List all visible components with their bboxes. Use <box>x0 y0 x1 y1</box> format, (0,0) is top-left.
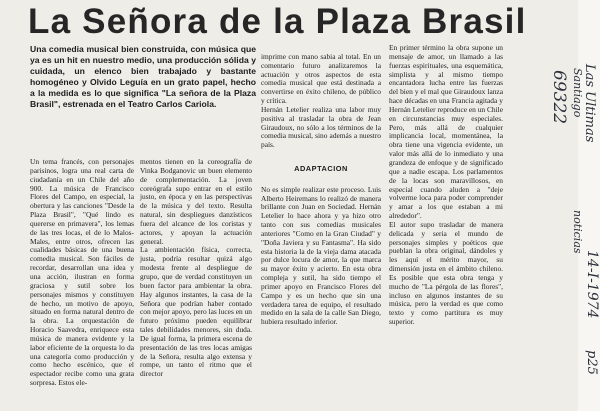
headline: La Señora de la Plaza Brasil <box>28 2 527 41</box>
handwritten-annotation <box>502 60 600 390</box>
column-3-bottom-text: No es simple realizar este proceso. Luis Alberto Heiremans lo realizó de manera brillante con Juan en Sociedad. Hernán Letelier lo hace ahora y ya hizo otro tanto con sus comedias musicales anteriores "Como en la Gran Ciudad" y "Doña Javiera y su Fantasma". Ha sido esta historia la de la vieja dama atacada por dulce locura de amor, la que marca su mayor éxito y acierto. En esta obra compleja y sutil, ha sido tiempo el primer apoyo en Francisco Flores del Campo y es un hecho que sin una verdadera tarea de equipo, el resultado medido en la sala de la calle San Diego, hubiera resultado inferior. <box>261 184 381 327</box>
section-subhead: ADAPTACION <box>294 163 348 173</box>
annotation-line-3: 69322 <box>549 70 569 125</box>
annotation-line-1: Las Ultimas <box>582 64 597 143</box>
article-column-3 <box>261 44 381 408</box>
article-column-1: Un tema francés, con personajes parisinos, logra una real carta de ciudadanía en un Chile del año 900. La música de Francisco Flores del Campo, en especial, la obertura y las canciones "Desde la Plaza Brasil", "Qué lindo es quererse en primavera", los lemas de las tres locas, el de lo Malos-Males, entre otros, ofrecen las cualidades básicas de una buena comedia musical. Son fáciles de recordar, desarrollan una idea y una acción, ilustran en forma graciosa y sutil sobre los personajes mismos y constituyen de hecho, un motivo de apoyo, situado en forma natural dentro de la obra. La orquestación de Horacio Saavedra, enriquece esta música de manera evidente y la labor eficiente de la orquesta lo da una categoría como producción y como hecho escénico, que el espectador recibe como una grata sorpresa. Estos ele- <box>30 157 134 388</box>
article-column-4: En primer término la obra supone un mensaje de amor, un llamado a las fuerzas espirituales, una esquemática, simplista y al mismo tiempo encantadora lucha entre las fuerzas del bien y el mal que Giraudoux lanza hace décadas en una Francia agitada y Hernán Letelier reproduce en un Chile en circunstancias muy especiales. Pero, más allá de cualquier implicancia local, momentánea, la obra tiene una vigencia evidente, un valor más allá de lo inmediato y una grandeza de enfoque y de significado que a nadie escapa. Los parlamentos de la locas son maravillosos, en especial cuando aluden a "deje volverme loca para poder comprender y amar a los que estaban a mi alrededor". El autor supo trasladar de manera delicada y seria el mundo de personajes simples y poéticos que pueblan la obra original, dándoles y les aquí el mérito mayor, su dimensión justa en el ámbito chileno. Es posible que esta obra tenga y mucho de "La pérgola de las flores", incluso en algunos instantes de su música, pero la verdad es que como texto y como partitura es muy superior. <box>389 43 503 327</box>
annotation-line-2: Santiago <box>571 68 584 118</box>
lede-paragraph: Una comedia musical bien construida, con música que ya es un hit en nuestro medio, una producción sólida y cuidada, un elenco bien trabajado y bastante homogéneo y Olvido Leguía en un grato papel, hecho a la medida es lo que significa "La señora de la Plaza Brasil", estrenada en el Teatro Carlos Cariola. <box>30 44 256 109</box>
column-3-top-text: imprime con mano sabia al total. En un comentario futuro analizaremos la actuación y otros aspectos de esta comedia musical que está destinada a convertirse en éxito chileno, de público y crítica. Hernán Letelier realiza una labor muy positiva al trasladar la obra de Jean Giraudoux, no sólo a los términos de la comedia musical, sino además a nuestro país. <box>261 51 381 150</box>
annotation-line-5: 14-I-1974 <box>584 250 600 319</box>
annotation-line-4: noticias <box>571 210 584 254</box>
article-column-2: mentos tienen en la coreografía de Vinka Bodganovic un buen elemento de complementación. La joven coreógrafa supo entrar en el estilo justo, en época y en las perspectivas de la música y del texto. Resulta natural, sin despliegues danzísticos fuera del alcance de los coristas y actores, y apoyan la actuación general. La ambientación física, correcta, justa, podría resultar quizá algo modesta frente al despliegue de grupo, que de verdad constituyen un buen factor para ambientar la obra. Hay algunos instantes, la casa de la Señora que podrían haber contado con mejor apoyo, pero las luces en un futuro próximo pueden equilibrar tales debilidades menores, sin duda. De igual forma, la primera escena de presentación de las tres locas amigas de la Señora, resulta algo extensa y rompe, un tanto el ritmo que el director <box>140 157 252 379</box>
annotation-line-6: p25 <box>584 350 599 375</box>
